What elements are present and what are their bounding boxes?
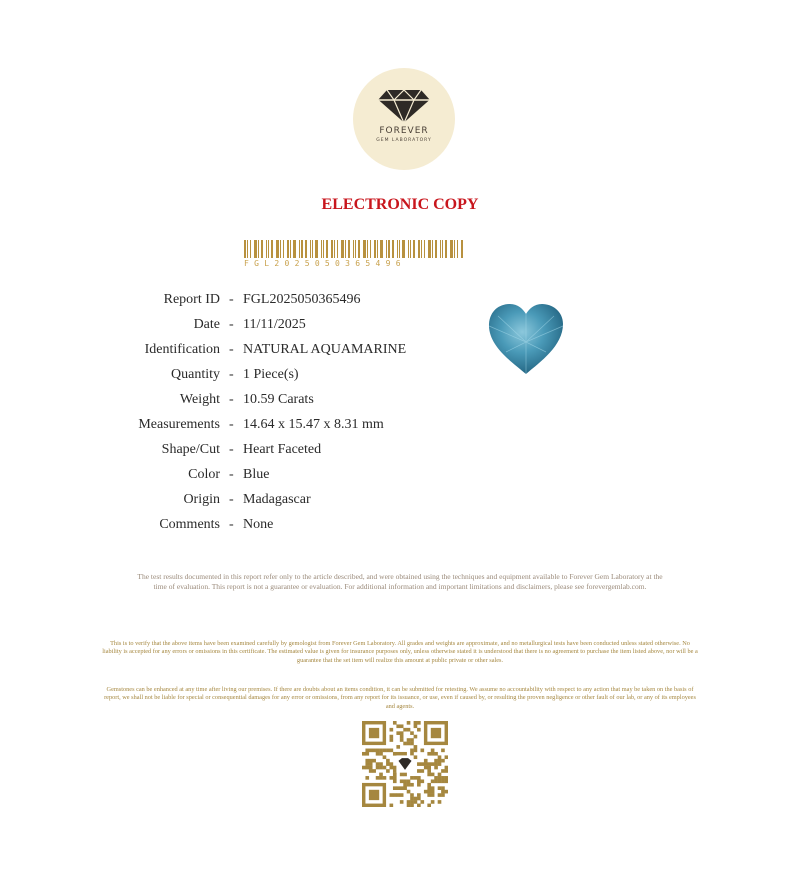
field-separator: -	[229, 317, 234, 332]
field-label: Report ID	[163, 292, 220, 307]
field-separator: -	[229, 392, 234, 407]
field-separator: -	[229, 417, 234, 432]
field-separator: -	[229, 492, 234, 507]
field-label: Color	[188, 467, 220, 482]
field-value: None	[243, 517, 274, 532]
disclaimer-verification: This is to verify that the above items have been examined carefully by gemologist from Forever Gem Laboratory. All grades and weights are approximate, and no metallurgical tests have been conducted unless stated otherwise. No liability is accepted for any errors or omissions in this certificate. The estimated value is given for insurance purposes only, unless otherwise stated it is understood that there is no agreement to purchase the item listed above, nor will be a guarantee that the set item will realize this amount at public private or other sales.	[102, 640, 698, 664]
field-value: Madagascar	[243, 492, 311, 507]
field-separator: -	[229, 367, 234, 382]
field-value: Blue	[243, 467, 270, 482]
field-value: 10.59 Carats	[243, 392, 314, 407]
field-label: Quantity	[171, 367, 220, 382]
field-label: Shape/Cut	[161, 442, 220, 457]
logo-name: FOREVER	[379, 126, 429, 136]
electronic-copy-heading: ELECTRONIC COPY	[321, 196, 479, 213]
field-separator: -	[229, 517, 234, 532]
field-label: Measurements	[138, 417, 220, 432]
field-separator: -	[229, 442, 234, 457]
barcode	[244, 240, 464, 258]
field-label: Date	[193, 317, 220, 332]
field-value: 11/11/2025	[243, 317, 306, 332]
field-label: Comments	[159, 517, 220, 532]
logo-subtitle: GEM LABORATORY	[376, 138, 432, 143]
barcode-number: FGL2025050365496	[244, 259, 406, 268]
field-value: FGL2025050365496	[243, 292, 361, 307]
field-separator: -	[229, 467, 234, 482]
field-label: Origin	[183, 492, 220, 507]
field-value: Heart Faceted	[243, 442, 322, 457]
qr-code	[362, 721, 448, 807]
gemstone-photo	[486, 302, 566, 376]
field-value: NATURAL AQUAMARINE	[243, 342, 407, 357]
field-separator: -	[229, 292, 234, 307]
field-value: 14.64 x 15.47 x 8.31 mm	[243, 417, 384, 432]
disclaimer-main: The test results documented in this report refer only to the article described, and were obtained using the techniques and equipment available to Forever Gem Laboratory at the time of evaluation. This report is not a guarantee or evaluation. For additional information and important limitations and disclaimers, please see forevergemlab.com.	[137, 572, 663, 591]
disclaimer-enhancement: Gemstones can be enhanced at any time after living our premises. If there are doubts about an items condition, it can be submitted for retesting. We assume no accountability with respect to any action that may be taken on the basis of report, we shall not be liable for special or consequential damages for any error or omissions, from any report for its issuance, or use, even if caused by, or resulting the proven negligence or other fault of our lab, or any of its employees and agents.	[104, 686, 696, 710]
lab-logo	[353, 68, 455, 170]
diamond-icon	[377, 88, 431, 124]
field-label: Identification	[144, 342, 220, 357]
field-value: 1 Piece(s)	[243, 367, 299, 382]
field-separator: -	[229, 342, 234, 357]
field-label: Weight	[179, 392, 220, 407]
